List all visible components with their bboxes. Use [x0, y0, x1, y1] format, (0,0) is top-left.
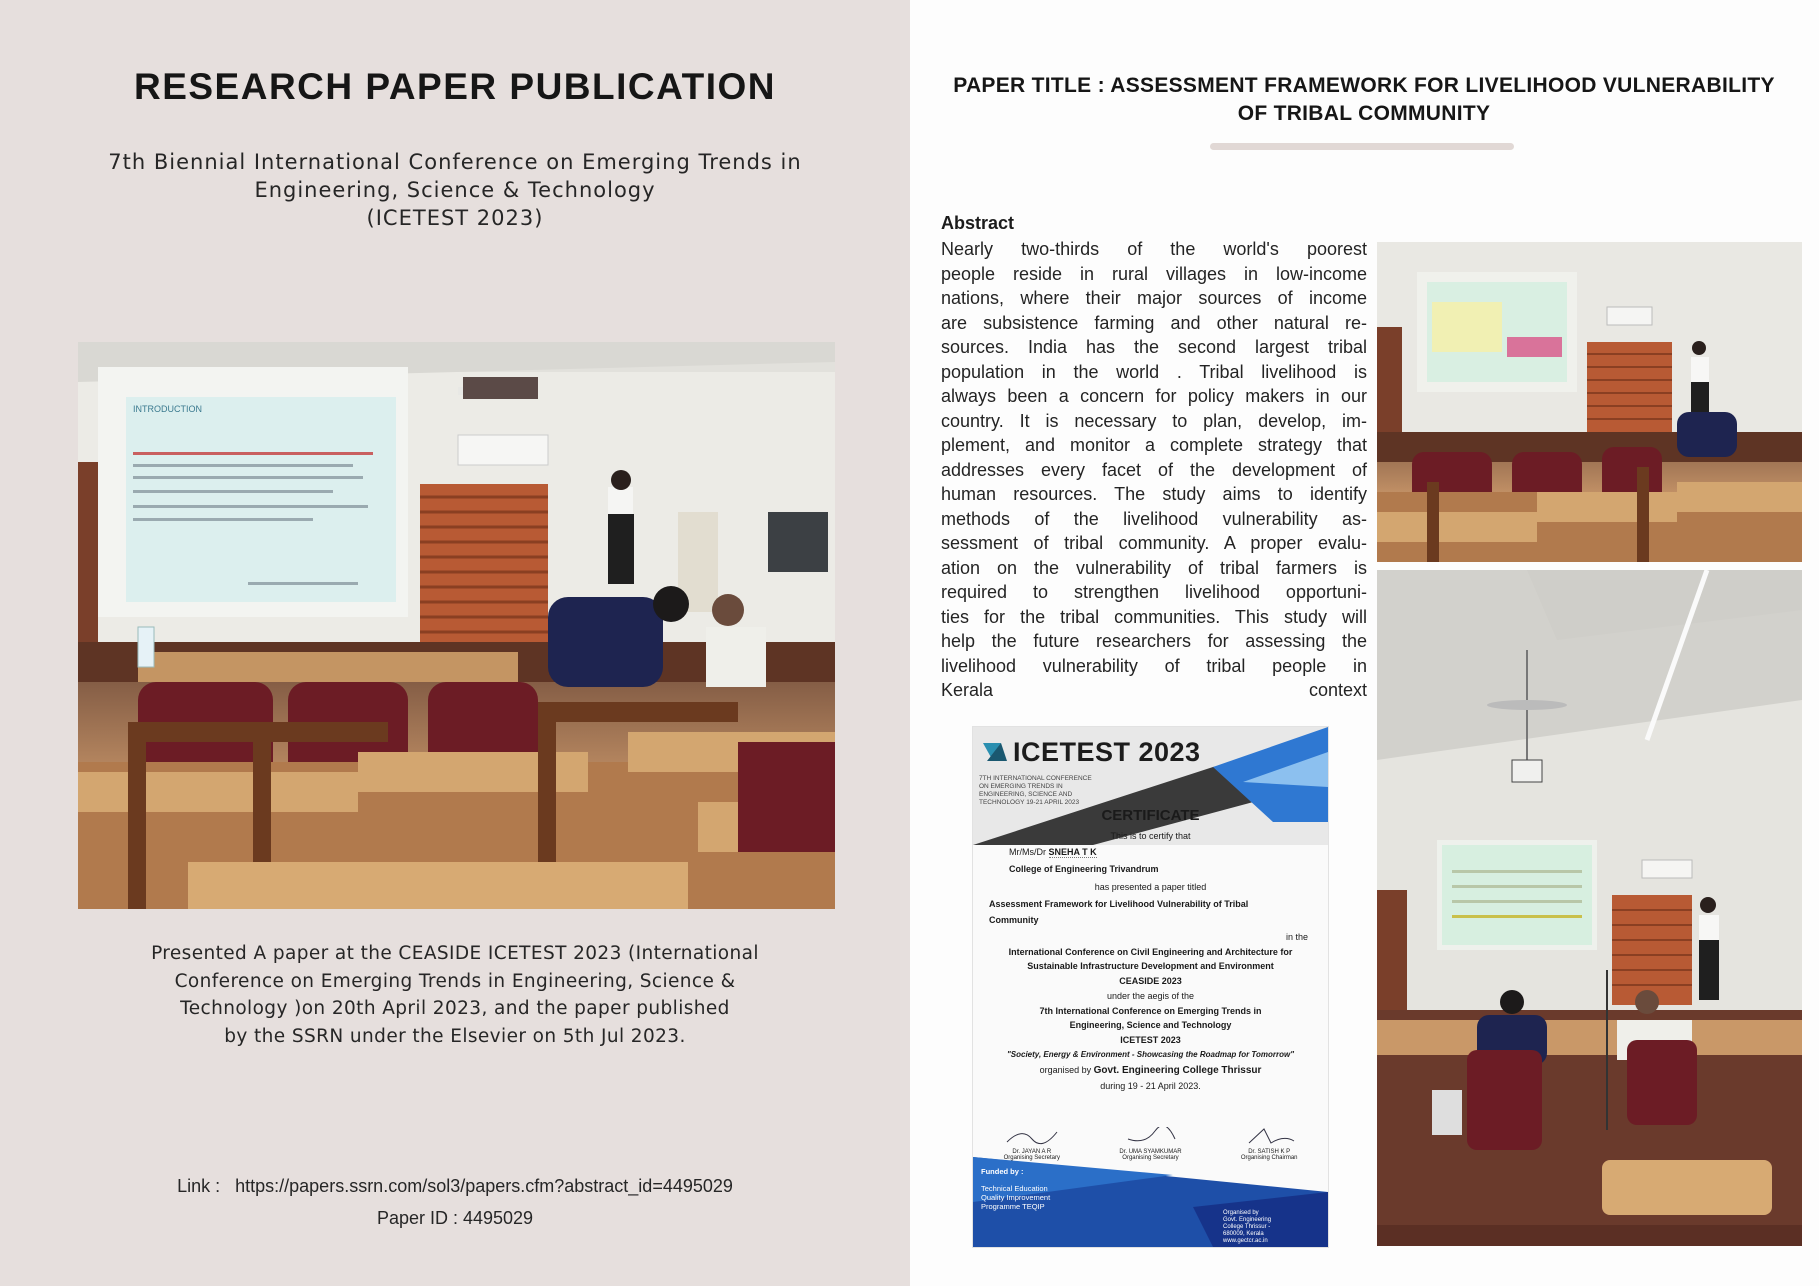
signature-block [1002, 1127, 1062, 1161]
abstract-line: required to strengthen livelihood opportuni- [941, 582, 1367, 602]
signature-icon [1120, 1127, 1180, 1147]
abstract-line: nations, where their major sources of income [941, 288, 1367, 308]
presentation-photo-bottom [1377, 570, 1802, 1246]
organiser-name: Govt. Engineering College Thrissur [1093, 1065, 1262, 1076]
recipient-row [1009, 847, 1309, 857]
abstract-line: ties for the tribal communities. This study will [941, 606, 1367, 627]
funder-name: Technical Education Quality Improvement Programme TEQIP [981, 1184, 1051, 1211]
signatory-role: Organising Secretary [1003, 1155, 1060, 1161]
page-title: RESEARCH PAPER PUBLICATION [133, 66, 776, 107]
signatory-role: Organising Chairman [1240, 1155, 1298, 1161]
certificate-subheading: 7TH INTERNATIONAL CONFERENCE ON EMERGING TRENDS IN ENGINEERING, SCIENCE AND TECHNOLOGY 19-21 APRIL 2023 [979, 775, 1092, 806]
presentation-photo-top [1377, 242, 1802, 562]
slide-heading: INTRODUCTION [133, 404, 202, 414]
description-line: Technology )on 20th April 2023, and the paper published [180, 998, 730, 1019]
description-line: Conference on Emerging Trends in Engineering, Science & [174, 970, 736, 992]
abstract-line: Nearly two-thirds of the world's poorest [941, 239, 1367, 259]
footer-college: Govt. Engineering College Thrissur - 680009, Kerala www.gectcr.ac.in [1223, 1217, 1272, 1244]
paper-title-line: OF TRIBAL COMMUNITY [1237, 102, 1491, 125]
conference-line: International Conference on Civil Engineering and Architecture for [1008, 947, 1293, 957]
abstract-line: plement, and monitor a complete strategy that [941, 435, 1367, 455]
recipient-name: SNEHA T K [1048, 847, 1097, 857]
certificate-title: CERTIFICATE [1101, 807, 1200, 824]
conference-name [80, 148, 830, 232]
signatory-role: Organising Secretary [1122, 1155, 1179, 1161]
signatory-name: Dr. JAYAN A R [1012, 1149, 1052, 1155]
link-label: Link : [177, 1176, 221, 1196]
conference-line: (ICETEST 2023) [366, 206, 544, 230]
recipient-college: College of Engineering Trivandrum [1009, 864, 1159, 874]
presentation-photo-top-drawing [1377, 242, 1802, 562]
link-row [0, 1176, 910, 1197]
funded-by [981, 1167, 1061, 1211]
signature-icon [1239, 1127, 1299, 1147]
conference-line: ICETEST 2023 [1120, 1035, 1181, 1045]
conference-line: CEASIDE 2023 [1119, 976, 1182, 986]
conference-line: 7th Biennial International Conference on Emerging Trends in [108, 150, 802, 174]
signature-icon [1002, 1127, 1062, 1147]
presentation-description [130, 940, 780, 1050]
paper-id: Paper ID : 4495029 [376, 1208, 534, 1228]
abstract-line: population in the world . Tribal livelihood is [941, 361, 1367, 382]
certificate-logo: ICETEST 2023 [1013, 737, 1201, 767]
signature-block [1239, 1127, 1299, 1161]
name-prefix: Mr/Ms/Dr [1009, 847, 1046, 857]
abstract-line: are subsistence farming and other natural re- [941, 312, 1367, 333]
conference-line: Sustainable Infrastructure Development and Environment [1027, 961, 1274, 971]
funded-by-label: Funded by : [981, 1167, 1024, 1176]
signatory-name: Dr. SATISH K P [1248, 1149, 1291, 1155]
abstract-line: addresses every facet of the development of [941, 459, 1367, 480]
dates-text: during 19 - 21 April 2023. [1100, 1081, 1201, 1091]
certificate [972, 726, 1329, 1248]
paper-title-line: PAPER TITLE : ASSESSMENT FRAMEWORK FOR LIVELIHOOD VULNERABILITY [953, 74, 1775, 97]
right-panel [910, 0, 1819, 1286]
abstract-line: methods of the livelihood vulnerability as- [941, 508, 1367, 529]
conference-line: Engineering, Science and Technology [1069, 1020, 1232, 1030]
footer-organised-label: Organised by [1223, 1210, 1259, 1216]
abstract-line: people reside in rural villages in low-income [941, 263, 1367, 284]
signatory-name: Dr. UMA SYAMKUMAR [1119, 1149, 1182, 1155]
abstract-line: livelihood vulnerability of tribal people in [941, 655, 1367, 676]
ssrn-link[interactable]: https://papers.ssrn.com/sol3/papers.cfm?abstract_id=4495029 [235, 1176, 733, 1196]
description-line: by the SSRN under the Elsevier on 5th Jul 2023. [224, 1025, 686, 1047]
paper-title [934, 72, 1794, 128]
abstract-line: human resources. The study aims to identify [941, 484, 1367, 504]
in-the-text: in the [1285, 932, 1308, 942]
description-line: Presented A paper at the CEASIDE ICETEST 2023 (International [151, 943, 759, 964]
certify-text: This is to certify that [1110, 831, 1191, 841]
title-divider [1210, 143, 1514, 150]
presented-text: has presented a paper titled [1094, 882, 1207, 892]
abstract-line: sessment of tribal community. A proper evalu- [941, 533, 1367, 553]
abstract-line: sources. India has the second largest tribal [941, 337, 1367, 357]
theme-text: "Society, Energy & Environment - Showcasing the Roadmap for Tomorrow" [1006, 1050, 1295, 1059]
presentation-photo [78, 342, 835, 909]
paper-title-line: Community [989, 915, 1039, 925]
abstract-line: help the future researchers for assessing the [941, 631, 1367, 651]
abstract-line: ation on the vulnerability of tribal farmers is [941, 557, 1367, 578]
organiser-row [973, 1065, 1328, 1076]
abstract-line: Kerala context [941, 680, 1367, 700]
footer-organiser [1223, 1210, 1293, 1245]
abstract-heading: Abstract [941, 213, 1015, 233]
signature-block [1119, 1127, 1181, 1161]
presentation-photo-drawing [78, 342, 835, 909]
paper-title-line: Assessment Framework for Livelihood Vulnerability of Tribal [989, 899, 1249, 909]
organised-prefix: organised by [1039, 1065, 1092, 1075]
aegis-text: under the aegis of the [1106, 991, 1195, 1001]
abstract-line: country. It is necessary to plan, develop, im- [941, 410, 1367, 431]
conference-line: 7th International Conference on Emerging Trends in [1039, 1006, 1262, 1016]
presentation-photo-bottom-drawing [1377, 570, 1802, 1246]
conference-line: Engineering, Science & Technology [254, 178, 656, 202]
abstract-body [941, 237, 1367, 703]
signatures [973, 1127, 1328, 1161]
abstract-line: always been a concern for policy makers in our [941, 386, 1367, 406]
